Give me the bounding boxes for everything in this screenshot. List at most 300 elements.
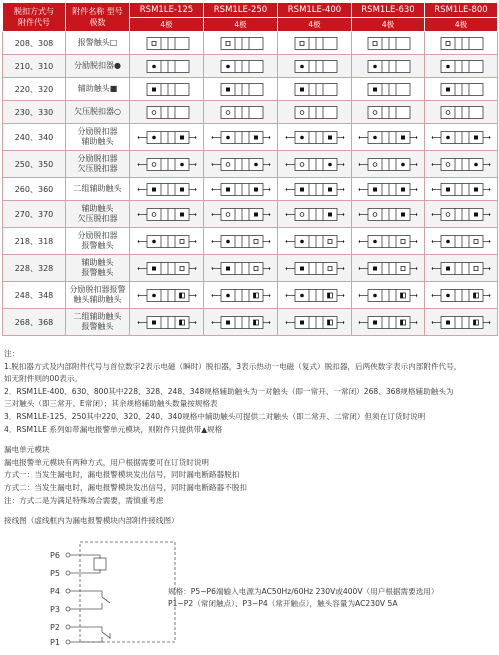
- square-mark-icon: [401, 239, 405, 243]
- circle-mark-icon: [152, 162, 156, 166]
- accessory-diagram-cell: [278, 55, 352, 78]
- block-square-mark-icon: [253, 320, 258, 325]
- accessory-name: 报警触头: [81, 268, 114, 277]
- square-mark-icon: [254, 266, 258, 270]
- dot-mark-icon: [373, 239, 377, 243]
- dot-mark-icon: [152, 239, 156, 243]
- header-poles: 4极: [278, 18, 352, 32]
- circle-mark-icon: [373, 162, 377, 166]
- table-row: [3, 255, 498, 282]
- accessory-diagram-cell: [204, 309, 278, 336]
- block-square-mark-icon: [474, 320, 479, 325]
- spec-line: P1~P2（常闭触点）、P3~P4（常开触点），触头容量为AC230V 5A: [168, 599, 398, 608]
- accessory-name-cell: [66, 151, 130, 178]
- square-mark-icon: [401, 266, 405, 270]
- header-model: RSM1LE-125: [130, 3, 204, 18]
- block-mark-icon: [474, 135, 478, 139]
- accessory-diagram-cell: [130, 32, 204, 55]
- accessory-code: 230、330: [3, 101, 66, 124]
- accessory-diagram-cell: [278, 178, 352, 201]
- terminal-p5: [66, 571, 70, 575]
- square-mark-icon: [474, 239, 478, 243]
- block-mark-icon: [401, 212, 405, 216]
- wire-p3: [70, 603, 102, 609]
- breaker-accessory-diagram: [211, 234, 271, 249]
- block-mark-icon: [373, 187, 377, 191]
- wire-p6: [70, 555, 100, 559]
- note-line: 1.脱扣器方式及内部附件代号与首位数字2表示电磁（瞬时）脱扣器，3表示热动一电磁（复式）脱扣器，后两侠数字表示内部附件代号，: [4, 361, 462, 371]
- circle-mark-icon: [446, 110, 450, 114]
- block-mark-icon: [152, 187, 156, 191]
- accessory-name-cell: [66, 178, 130, 201]
- accessory-name: 欠压脱扣器: [77, 164, 118, 173]
- accessory-diagram-cell: [278, 282, 352, 309]
- table-row: [3, 78, 498, 101]
- dot-mark-icon: [446, 239, 450, 243]
- circle-mark-icon: [226, 212, 230, 216]
- header-poles: 4极: [204, 18, 278, 32]
- dot-mark-icon: [474, 162, 478, 166]
- wire-p2: [70, 627, 102, 632]
- accessory-diagram-cell: [425, 178, 498, 201]
- accessory-diagram-cell: [425, 201, 498, 228]
- dot-mark-icon: [401, 162, 405, 166]
- accessory-diagram-cell: [278, 124, 352, 151]
- accessory-diagram-cell: [204, 282, 278, 309]
- accessory-diagram-cell: [204, 228, 278, 255]
- dot-mark-icon: [152, 64, 156, 68]
- accessory-diagram-cell: [130, 151, 204, 178]
- block-square-mark-icon: [401, 320, 406, 325]
- breaker-accessory-diagram: [285, 105, 345, 120]
- block-mark-icon: [328, 135, 332, 139]
- block-mark-icon: [226, 87, 230, 91]
- terminal-label: P3: [50, 605, 60, 614]
- accessory-diagram-cell: [352, 255, 425, 282]
- block-mark-icon: [474, 187, 478, 191]
- breaker-accessory-diagram: [431, 207, 491, 222]
- breaker-accessory-diagram: [358, 36, 418, 51]
- breaker-accessory-diagram: [431, 105, 491, 120]
- dot-mark-icon: [226, 293, 230, 297]
- block-mark-icon: [152, 266, 156, 270]
- block-square-mark-icon: [474, 293, 479, 298]
- dot-mark-icon: [446, 64, 450, 68]
- accessory-diagram-cell: [130, 282, 204, 309]
- block-mark-icon: [254, 187, 258, 191]
- breaker-accessory-diagram: [211, 130, 271, 145]
- accessory-diagram-cell: [352, 78, 425, 101]
- block-mark-icon: [446, 320, 450, 324]
- accessory-diagram-cell: [425, 151, 498, 178]
- square-mark-icon: [300, 41, 304, 45]
- circle-mark-icon: [300, 162, 304, 166]
- accessory-diagram-cell: [278, 255, 352, 282]
- wire-p4: [70, 591, 102, 597]
- accessory-name-cell: [66, 282, 130, 309]
- circle-mark-icon: [226, 110, 230, 114]
- breaker-accessory-diagram: [137, 105, 197, 120]
- accessory-diagram-cell: [425, 228, 498, 255]
- accessory-diagram-cell: [425, 255, 498, 282]
- accessory-diagram-cell: [278, 32, 352, 55]
- breaker-accessory-diagram: [431, 288, 491, 303]
- circle-mark-icon: [373, 110, 377, 114]
- accessory-code: 248、348: [3, 282, 66, 309]
- breaker-accessory-diagram: [431, 36, 491, 51]
- nc-contact: [102, 632, 110, 638]
- block-mark-icon: [446, 87, 450, 91]
- block-mark-icon: [300, 266, 304, 270]
- breaker-accessory-diagram: [285, 36, 345, 51]
- block-square-mark-icon: [327, 320, 332, 325]
- block-square-mark-icon: [401, 293, 406, 298]
- breaker-accessory-diagram: [137, 182, 197, 197]
- accessory-name-cell: [66, 101, 130, 124]
- accessory-code: 268、368: [3, 309, 66, 336]
- breaker-accessory-diagram: [211, 182, 271, 197]
- table-row: [3, 228, 498, 255]
- breaker-accessory-diagram: [358, 182, 418, 197]
- accessory-name: 欠压脱扣器○: [74, 107, 121, 116]
- accessory-name: 分励脱扣器报警: [69, 285, 126, 294]
- dot-mark-icon: [373, 64, 377, 68]
- breaker-accessory-diagram: [358, 157, 418, 172]
- breaker-accessory-diagram: [285, 315, 345, 330]
- block-mark-icon: [152, 87, 156, 91]
- header-poles: 4极: [352, 18, 425, 32]
- accessory-diagram-cell: [130, 101, 204, 124]
- square-mark-icon: [328, 266, 332, 270]
- header-model: RSM1LE-800: [425, 3, 498, 18]
- accessory-code: 250、350: [3, 151, 66, 178]
- accessory-diagram-cell: [425, 78, 498, 101]
- accessory-code: 240、340: [3, 124, 66, 151]
- breaker-accessory-diagram: [211, 315, 271, 330]
- block-mark-icon: [373, 320, 377, 324]
- circle-mark-icon: [446, 212, 450, 216]
- terminal-p1: [66, 640, 70, 644]
- breaker-accessory-diagram: [137, 234, 197, 249]
- terminal-p3: [66, 607, 70, 611]
- circle-mark-icon: [152, 110, 156, 114]
- breaker-accessory-diagram: [137, 130, 197, 145]
- note-line: 漏电报警单元模块有两种方式，用户根据需要可在订货时说明: [4, 457, 210, 467]
- accessory-name: 分励脱扣器: [77, 231, 118, 240]
- accessory-name: 二组辅助触头: [73, 312, 122, 321]
- accessory-name-cell: [66, 78, 130, 101]
- breaker-accessory-diagram: [358, 82, 418, 97]
- block-mark-icon: [328, 212, 332, 216]
- table-row: [3, 151, 498, 178]
- terminal-label: P2: [50, 623, 60, 632]
- dot-mark-icon: [152, 293, 156, 297]
- dot-mark-icon: [226, 64, 230, 68]
- block-mark-icon: [474, 212, 478, 216]
- block-square-mark-icon: [253, 293, 258, 298]
- terminal-label: P1: [50, 638, 60, 647]
- dot-mark-icon: [300, 239, 304, 243]
- breaker-accessory-diagram: [211, 105, 271, 120]
- leakage-title: 漏电单元模块: [4, 445, 50, 455]
- square-mark-icon: [152, 41, 156, 45]
- breaker-accessory-diagram: [285, 182, 345, 197]
- accessory-diagram-cell: [352, 282, 425, 309]
- accessory-diagram-cell: [130, 201, 204, 228]
- circle-mark-icon: [373, 212, 377, 216]
- breaker-accessory-diagram: [431, 59, 491, 74]
- square-mark-icon: [226, 41, 230, 45]
- accessory-diagram-cell: [278, 151, 352, 178]
- breaker-accessory-diagram: [431, 82, 491, 97]
- terminal-label: P5: [50, 569, 60, 578]
- circle-mark-icon: [300, 212, 304, 216]
- block-mark-icon: [446, 187, 450, 191]
- table-row: [3, 55, 498, 78]
- header-poles: 4极: [130, 18, 204, 32]
- accessory-diagram-cell: [425, 309, 498, 336]
- accessory-diagram-cell: [278, 101, 352, 124]
- block-mark-icon: [180, 187, 184, 191]
- wire-p1: [70, 637, 102, 642]
- table-row: [3, 124, 498, 151]
- breaker-accessory-diagram: [358, 261, 418, 276]
- breaker-accessory-diagram: [137, 157, 197, 172]
- note-line: 注：方式二是为满足特殊场合需要，需慎重考虑: [4, 495, 164, 505]
- accessory-name: 二组辅助触头: [73, 184, 122, 193]
- accessory-diagram-cell: [278, 228, 352, 255]
- breaker-accessory-diagram: [431, 234, 491, 249]
- accessory-diagram-cell: [352, 178, 425, 201]
- header-model: RSM1LE-250: [204, 3, 278, 18]
- header-model: RSM1LE-400: [278, 3, 352, 18]
- breaker-accessory-diagram: [137, 59, 197, 74]
- breaker-accessory-diagram: [137, 315, 197, 330]
- accessory-diagram-cell: [352, 101, 425, 124]
- dot-mark-icon: [328, 162, 332, 166]
- accessory-diagram-cell: [278, 309, 352, 336]
- accessory-diagram-cell: [425, 124, 498, 151]
- square-mark-icon: [180, 266, 184, 270]
- breaker-accessory-diagram: [137, 82, 197, 97]
- breaker-accessory-diagram: [358, 315, 418, 330]
- dot-mark-icon: [300, 293, 304, 297]
- block-mark-icon: [254, 212, 258, 216]
- terminal-p2: [66, 625, 70, 629]
- accessory-diagram-cell: [130, 228, 204, 255]
- accessory-name-cell: [66, 228, 130, 255]
- note-line: 如无附件则的00表示。: [4, 374, 83, 384]
- accessory-name-cell: [66, 201, 130, 228]
- wire-p5: [70, 569, 100, 573]
- table-row: [3, 309, 498, 336]
- accessory-diagram-cell: [130, 124, 204, 151]
- header-name-line2: 极数: [89, 18, 106, 27]
- block-mark-icon: [300, 320, 304, 324]
- breaker-accessory-diagram: [285, 82, 345, 97]
- dot-mark-icon: [446, 293, 450, 297]
- block-mark-icon: [300, 87, 304, 91]
- breaker-accessory-diagram: [358, 207, 418, 222]
- square-mark-icon: [373, 41, 377, 45]
- note-line: 4．RSM1LE 系列如带漏电报警单元模块，则附件只提供带▲规格: [4, 424, 223, 434]
- notes: [4, 348, 496, 528]
- circle-mark-icon: [446, 162, 450, 166]
- no-contact: [102, 597, 110, 603]
- breaker-accessory-diagram: [285, 288, 345, 303]
- square-mark-icon: [446, 41, 450, 45]
- accessory-diagram-cell: [425, 55, 498, 78]
- accessory-diagram-cell: [352, 32, 425, 55]
- terminal-p6: [66, 553, 70, 557]
- dot-mark-icon: [152, 135, 156, 139]
- block-mark-icon: [226, 266, 230, 270]
- terminal-labels: [50, 551, 60, 647]
- breaker-accessory-diagram: [358, 59, 418, 74]
- accessory-diagram-cell: [278, 78, 352, 101]
- accessory-name: 触头辅助触头: [73, 295, 122, 304]
- breaker-accessory-diagram: [211, 82, 271, 97]
- accessory-name-cell: [66, 124, 130, 151]
- accessory-name: 报警触头□: [77, 38, 118, 47]
- block-mark-icon: [401, 135, 405, 139]
- breaker-accessory-diagram: [431, 157, 491, 172]
- breaker-accessory-diagram: [137, 207, 197, 222]
- accessory-diagram-cell: [204, 32, 278, 55]
- breaker-accessory-diagram: [137, 288, 197, 303]
- breaker-accessory-diagram: [285, 234, 345, 249]
- accessory-code: 270、370: [3, 201, 66, 228]
- table-body: [3, 32, 498, 336]
- header-model: RSM1LE-630: [352, 3, 425, 18]
- accessory-diagram-cell: [425, 32, 498, 55]
- accessory-name-cell: [66, 309, 130, 336]
- dot-mark-icon: [226, 239, 230, 243]
- spec-text: [168, 586, 439, 610]
- breaker-accessory-diagram: [137, 36, 197, 51]
- accessory-diagram-cell: [130, 55, 204, 78]
- accessory-name: 辅助触头: [81, 137, 114, 146]
- accessory-code: 220、320: [3, 78, 66, 101]
- breaker-accessory-diagram: [285, 261, 345, 276]
- accessory-code: 228、328: [3, 255, 66, 282]
- accessory-code: 208、308: [3, 32, 66, 55]
- header-code-label: 脱扣方式与附件代号: [14, 7, 54, 27]
- dot-mark-icon: [300, 135, 304, 139]
- block-square-mark-icon: [179, 293, 184, 298]
- header-poles: 4极: [425, 18, 498, 32]
- accessory-diagram-cell: [130, 178, 204, 201]
- accessory-name: 分励脱扣器: [77, 127, 118, 136]
- block-mark-icon: [328, 187, 332, 191]
- header-name: [66, 3, 130, 32]
- breaker-accessory-diagram: [431, 182, 491, 197]
- breaker-accessory-diagram: [358, 234, 418, 249]
- accessory-name-cell: [66, 32, 130, 55]
- relay-coil: [94, 558, 106, 570]
- breaker-accessory-diagram: [431, 315, 491, 330]
- accessory-diagram-cell: [204, 178, 278, 201]
- accessory-name: 辅助触头: [81, 204, 114, 213]
- block-mark-icon: [300, 187, 304, 191]
- block-mark-icon: [373, 266, 377, 270]
- accessory-name: 辅助触头: [81, 258, 114, 267]
- accessory-diagram-cell: [352, 228, 425, 255]
- accessory-name: 报警触头: [81, 322, 114, 331]
- table-header: [3, 3, 498, 32]
- table-row: [3, 201, 498, 228]
- accessory-code: 218、318: [3, 228, 66, 255]
- block-mark-icon: [401, 187, 405, 191]
- accessory-diagram-cell: [204, 201, 278, 228]
- breaker-accessory-diagram: [285, 157, 345, 172]
- accessory-code: 210、310: [3, 55, 66, 78]
- breaker-accessory-diagram: [211, 59, 271, 74]
- square-mark-icon: [180, 239, 184, 243]
- block-square-mark-icon: [179, 320, 184, 325]
- dot-mark-icon: [373, 135, 377, 139]
- breaker-accessory-diagram: [211, 261, 271, 276]
- table-row: [3, 282, 498, 309]
- breaker-accessory-diagram: [285, 59, 345, 74]
- accessory-name-cell: [66, 255, 130, 282]
- breaker-accessory-diagram: [211, 207, 271, 222]
- block-square-mark-icon: [327, 293, 332, 298]
- breaker-accessory-diagram: [358, 288, 418, 303]
- breaker-accessory-diagram: [431, 261, 491, 276]
- circle-mark-icon: [300, 110, 304, 114]
- accessory-diagram-cell: [425, 282, 498, 309]
- dot-mark-icon: [180, 162, 184, 166]
- dot-mark-icon: [446, 135, 450, 139]
- note-line: 方式一：当发生漏电时，漏电报警模块发出信号，同时漏电断路器脱扣: [4, 470, 240, 480]
- accessory-diagram-cell: [204, 151, 278, 178]
- accessory-diagram-cell: [352, 309, 425, 336]
- terminal-label: P4: [50, 587, 60, 596]
- note-line: 三对触头（即三常开、E常闭）；其余规格辅助触头数量按规格表: [4, 399, 218, 409]
- square-mark-icon: [254, 239, 258, 243]
- accessory-diagram-cell: [204, 78, 278, 101]
- accessory-name-cell: [66, 55, 130, 78]
- accessory-name: 辅助触头■: [77, 84, 118, 93]
- accessory-table: [2, 2, 498, 336]
- accessory-diagram-cell: [204, 55, 278, 78]
- accessory-name: 分励脱扣器: [77, 154, 118, 163]
- accessory-diagram-cell: [352, 55, 425, 78]
- wiring-title: 接线图（虚线框内为漏电报警模块内部附件接线图）: [4, 516, 179, 526]
- block-mark-icon: [152, 320, 156, 324]
- block-mark-icon: [446, 266, 450, 270]
- accessory-code: 260、360: [3, 178, 66, 201]
- block-mark-icon: [226, 320, 230, 324]
- spec-line: 规格：P5~P6端输入电源为AC50Hz/60Hz 230V或400V（用户根据需要选用）: [168, 587, 439, 596]
- breaker-accessory-diagram: [211, 288, 271, 303]
- dot-mark-icon: [300, 64, 304, 68]
- accessory-diagram-cell: [130, 309, 204, 336]
- block-mark-icon: [180, 212, 184, 216]
- accessory-name: 分励脱扣器●: [74, 61, 121, 70]
- block-mark-icon: [226, 187, 230, 191]
- terminal-label: P6: [50, 551, 60, 560]
- accessory-name: 欠压脱扣器: [77, 214, 118, 223]
- header-name-line1: 附件名称 型号: [72, 7, 123, 16]
- circle-mark-icon: [152, 212, 156, 216]
- accessory-diagram-cell: [130, 255, 204, 282]
- square-mark-icon: [328, 239, 332, 243]
- accessory-diagram-cell: [352, 201, 425, 228]
- dot-mark-icon: [373, 293, 377, 297]
- table-row: [3, 178, 498, 201]
